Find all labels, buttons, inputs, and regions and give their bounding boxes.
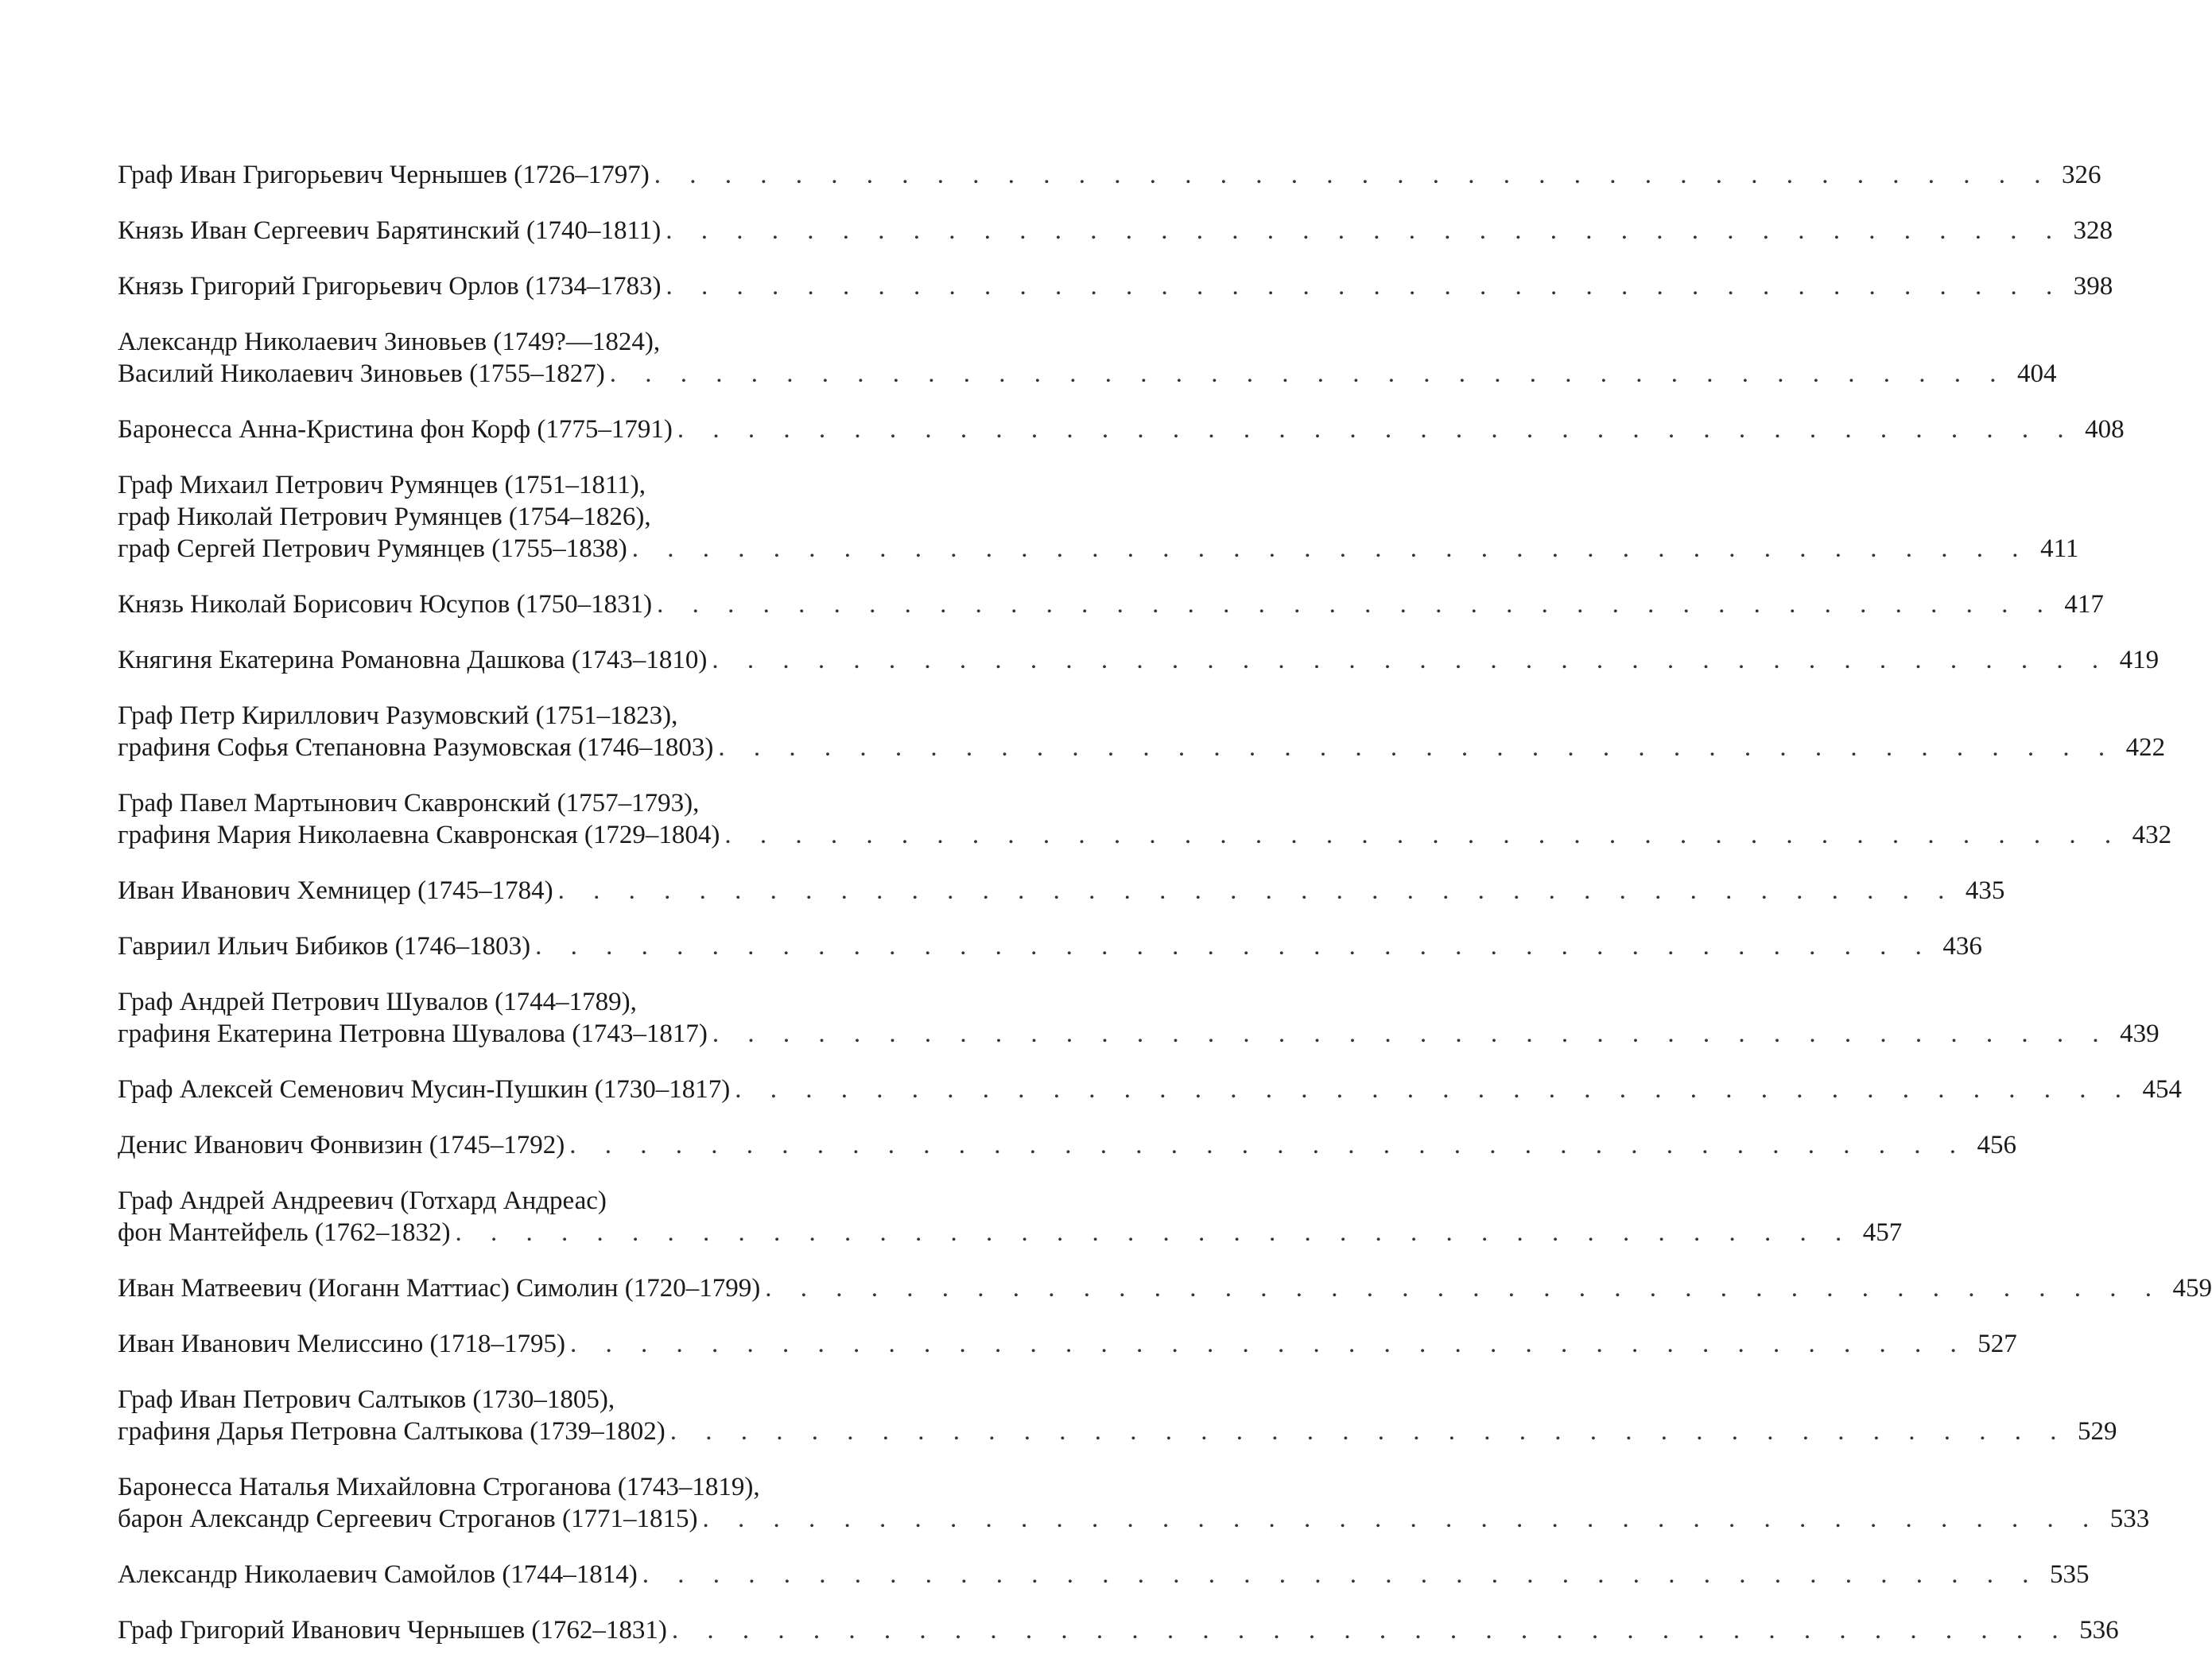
toc-entry-title-line: граф Сергей Петрович Румянцев (1755–1838) — [118, 534, 627, 563]
toc-entry-title-line: графиня Мария Николаевна Скавронская (1729–1804) — [118, 821, 720, 849]
toc-entry-last-line — [118, 414, 2125, 445]
dot-leader: . . . . . . . . . . . . . . . . . . . . . . . . . . . . . . . . . . . . . . . . — [724, 821, 2123, 849]
toc-page-number: 536 — [2079, 1616, 2119, 1645]
toc-entry-last-line — [118, 270, 2113, 302]
toc-entry-last-line — [118, 159, 2101, 191]
dot-leader: . . . . . . . . . . . . . . . . . . . . . . . . . . . . . . . . . . . . . . . . — [569, 1131, 1967, 1159]
toc-page-number: 533 — [2109, 1505, 2150, 1533]
toc-page-number: 328 — [2073, 216, 2113, 245]
toc-page-number: 398 — [2073, 272, 2113, 301]
toc-entry-title-line: графиня Екатерина Петровна Шувалова (1743–1817) — [118, 1019, 708, 1048]
toc-page-number: 459 — [2172, 1274, 2212, 1303]
toc-entry-title-line: графиня Софья Степановна Разумовская (1746–1803) — [118, 733, 714, 762]
dot-leader: . . . . . . . . . . . . . . . . . . . . . . . . . . . . . . . . . . . . . . . . — [712, 646, 2110, 674]
dot-leader: . . . . . . . . . . . . . . . . . . . . . . . . . . . . . . . . . . . . . . . . — [712, 1019, 2110, 1048]
toc-page-number: 411 — [2040, 534, 2079, 563]
toc-entry — [118, 414, 2125, 445]
toc-entry-title-line: Граф Иван Петрович Салтыков (1730–1805), — [118, 1385, 615, 1414]
toc-entry — [118, 1272, 2212, 1304]
toc-entry — [118, 159, 2101, 191]
toc-entry-last-line — [118, 533, 2079, 565]
toc-entry — [118, 986, 2160, 1050]
toc-page-number: 435 — [1965, 876, 2005, 905]
dot-leader: . . . . . . . . . . . . . . . . . . . . . . . . . . . . . . . . . . . . . . . . — [671, 1616, 2070, 1645]
toc-entry-title-line: Граф Алексей Семенович Мусин-Пушкин (1730–1817) — [118, 1075, 731, 1104]
dot-leader: . . . . . . . . . . . . . . . . . . . . . . . . . . . . . . . . . . . . . . . . — [557, 876, 1956, 905]
toc-entry — [118, 588, 2104, 620]
toc-entry-last-line — [118, 1272, 2212, 1304]
toc-entry-title-line: Граф Андрей Андреевич (Готхард Андреас) — [118, 1186, 607, 1215]
dot-leader: . . . . . . . . . . . . . . . . . . . . . . . . . . . . . . . . . . . . . . . . — [535, 932, 1933, 961]
toc-entry — [118, 700, 2166, 763]
toc-entry-title-line: Иван Иванович Мелиссино (1718–1795) — [118, 1330, 565, 1358]
toc-entry — [118, 469, 2079, 565]
toc-entry — [118, 644, 2160, 676]
toc-entry-title-line: граф Николай Петрович Румянцев (1754–1826), — [118, 503, 651, 531]
toc-entry-last-line — [118, 1129, 2016, 1161]
toc-entry-last-line — [118, 1328, 2017, 1360]
dot-leader: . . . . . . . . . . . . . . . . . . . . . . . . . . . . . . . . . . . . . . . . — [657, 590, 2055, 619]
toc-page-number: 419 — [2119, 646, 2160, 674]
toc-entry-title-line: Иван Иванович Хемницер (1745–1784) — [118, 876, 553, 905]
toc-entry-title-line: барон Александр Сергеевич Строганов (1771–1815) — [118, 1505, 698, 1533]
toc-entry-last-line — [118, 1559, 2090, 1590]
toc-entry-last-line — [118, 1614, 2119, 1646]
toc-entry-title-line: Князь Николай Борисович Юсупов (1750–1831) — [118, 590, 653, 619]
toc-entry-last-line — [118, 930, 1982, 962]
toc-entry-title-line: Денис Иванович Фонвизин (1745–1792) — [118, 1131, 565, 1159]
dot-leader: . . . . . . . . . . . . . . . . . . . . . . . . . . . . . . . . . . . . . . . . — [702, 1505, 2101, 1533]
table-of-contents — [118, 159, 2212, 1670]
dot-leader: . . . . . . . . . . . . . . . . . . . . . . . . . . . . . . . . . . . . . . . . — [654, 161, 2052, 189]
toc-entry — [118, 270, 2113, 302]
toc-entry — [118, 1559, 2090, 1590]
dot-leader: . . . . . . . . . . . . . . . . . . . . . . . . . . . . . . . . . . . . . . . . — [735, 1075, 2132, 1104]
toc-entry — [118, 1129, 2016, 1161]
toc-entry — [118, 1614, 2119, 1646]
toc-page-number: 436 — [1942, 932, 1982, 961]
toc-page-number: 408 — [2085, 415, 2125, 444]
toc-entry-title-line: Иван Матвеевич (Иоганн Маттиас) Симолин (1720–1799) — [118, 1274, 761, 1303]
dot-leader: . . . . . . . . . . . . . . . . . . . . . . . . . . . . . . . . . . . . . . . . — [669, 1417, 2068, 1446]
toc-entry-title-line: Князь Григорий Григорьевич Орлов (1734–1783) — [118, 272, 662, 301]
toc-entry-last-line — [118, 1503, 2150, 1535]
dot-leader: . . . . . . . . . . . . . . . . . . . . . . . . . . . . . . . . . . . . . . . . — [666, 272, 2064, 301]
toc-entry-last-line — [118, 644, 2160, 676]
toc-page-number: 432 — [2132, 821, 2172, 849]
toc-entry-last-line — [118, 1018, 2160, 1050]
toc-entry — [118, 1471, 2150, 1535]
toc-page-number: 439 — [2120, 1019, 2160, 1048]
toc-entry-last-line — [118, 819, 2172, 851]
dot-leader: . . . . . . . . . . . . . . . . . . . . . . . . . . . . . . . . . . . . . . . . — [666, 216, 2064, 245]
dot-leader: . . . . . . . . . . . . . . . . . . . . . . . . . . . . . . . . . . . . . . . . — [609, 359, 2008, 388]
dot-leader: . . . . . . . . . . . . . . . . . . . . . . . . . . . . . . . . . . . . . . . . — [765, 1274, 2163, 1303]
toc-entry — [118, 787, 2172, 851]
toc-entry-last-line — [118, 732, 2166, 763]
toc-entry-title-line: Граф Петр Кириллович Разумовский (1751–1823), — [118, 701, 678, 730]
toc-page-number: 535 — [2050, 1560, 2090, 1589]
toc-entry — [118, 875, 2005, 907]
toc-entry-title-line: Гавриил Ильич Бибиков (1746–1803) — [118, 932, 531, 961]
toc-page-number: 417 — [2064, 590, 2104, 619]
toc-entry-title-line: графиня Дарья Петровна Салтыкова (1739–1802) — [118, 1417, 666, 1446]
toc-entry-title-line: Баронесса Анна-Кристина фон Корф (1775–1791) — [118, 415, 673, 444]
toc-entry-title-line: Граф Михаил Петрович Румянцев (1751–1811), — [118, 471, 646, 499]
dot-leader: . . . . . . . . . . . . . . . . . . . . . . . . . . . . . . . . . . . . . . . . — [455, 1218, 1853, 1247]
dot-leader: . . . . . . . . . . . . . . . . . . . . . . . . . . . . . . . . . . . . . . . . — [569, 1330, 1968, 1358]
toc-entry — [118, 930, 1982, 962]
toc-entry-title-line: Граф Иван Григорьевич Чернышев (1726–1797) — [118, 161, 650, 189]
toc-entry-title-line: Василий Николаевич Зиновьев (1755–1827) — [118, 359, 605, 388]
toc-page-number: 527 — [1977, 1330, 2017, 1358]
toc-page-number: 326 — [2062, 161, 2101, 189]
dot-leader: . . . . . . . . . . . . . . . . . . . . . . . . . . . . . . . . . . . . . . . . — [718, 733, 2117, 762]
toc-entry-title-line: Баронесса Наталья Михайловна Строганова (1743–1819), — [118, 1473, 760, 1501]
toc-entry — [118, 215, 2113, 247]
toc-entry-title-line: Граф Григорий Иванович Чернышев (1762–1831) — [118, 1616, 667, 1645]
toc-entry-last-line — [118, 588, 2104, 620]
toc-entry-last-line — [118, 1217, 1903, 1249]
toc-page-number: 529 — [2078, 1417, 2117, 1446]
toc-entry — [118, 1185, 1903, 1249]
toc-page-number: 454 — [2142, 1075, 2182, 1104]
toc-entry-title-line: Князь Иван Сергеевич Барятинский (1740–1811) — [118, 216, 662, 245]
toc-page-number: 404 — [2016, 359, 2057, 388]
toc-entry — [118, 1328, 2017, 1360]
toc-entry — [118, 326, 2057, 390]
toc-entry-title-line: Граф Андрей Петрович Шувалов (1744–1789), — [118, 988, 637, 1016]
toc-page-number: 422 — [2125, 733, 2166, 762]
dot-leader: . . . . . . . . . . . . . . . . . . . . . . . . . . . . . . . . . . . . . . . . — [677, 415, 2075, 444]
toc-entry-title-line: Александр Николаевич Зиновьев (1749?—1824), — [118, 328, 661, 356]
dot-leader: . . . . . . . . . . . . . . . . . . . . . . . . . . . . . . . . . . . . . . . . — [631, 534, 2030, 563]
toc-entry-title-line: фон Мантейфель (1762–1832) — [118, 1218, 451, 1247]
toc-entry-last-line — [118, 215, 2113, 247]
toc-entry-last-line — [118, 1074, 2182, 1105]
toc-entry-last-line — [118, 1416, 2117, 1447]
toc-entry-title-line: Александр Николаевич Самойлов (1744–1814) — [118, 1560, 638, 1589]
toc-entry-last-line — [118, 358, 2057, 390]
toc-entry — [118, 1384, 2117, 1447]
toc-entry-title-line: Княгиня Екатерина Романовна Дашкова (1743–1810) — [118, 646, 708, 674]
toc-entry-title-line: Граф Павел Мартынович Скавронский (1757–1793), — [118, 789, 700, 818]
toc-page-number: 457 — [1862, 1218, 1903, 1247]
toc-entry-last-line — [118, 875, 2005, 907]
toc-page-number: 456 — [1977, 1131, 2016, 1159]
toc-entry — [118, 1074, 2182, 1105]
dot-leader: . . . . . . . . . . . . . . . . . . . . . . . . . . . . . . . . . . . . . . . . — [642, 1560, 2040, 1589]
